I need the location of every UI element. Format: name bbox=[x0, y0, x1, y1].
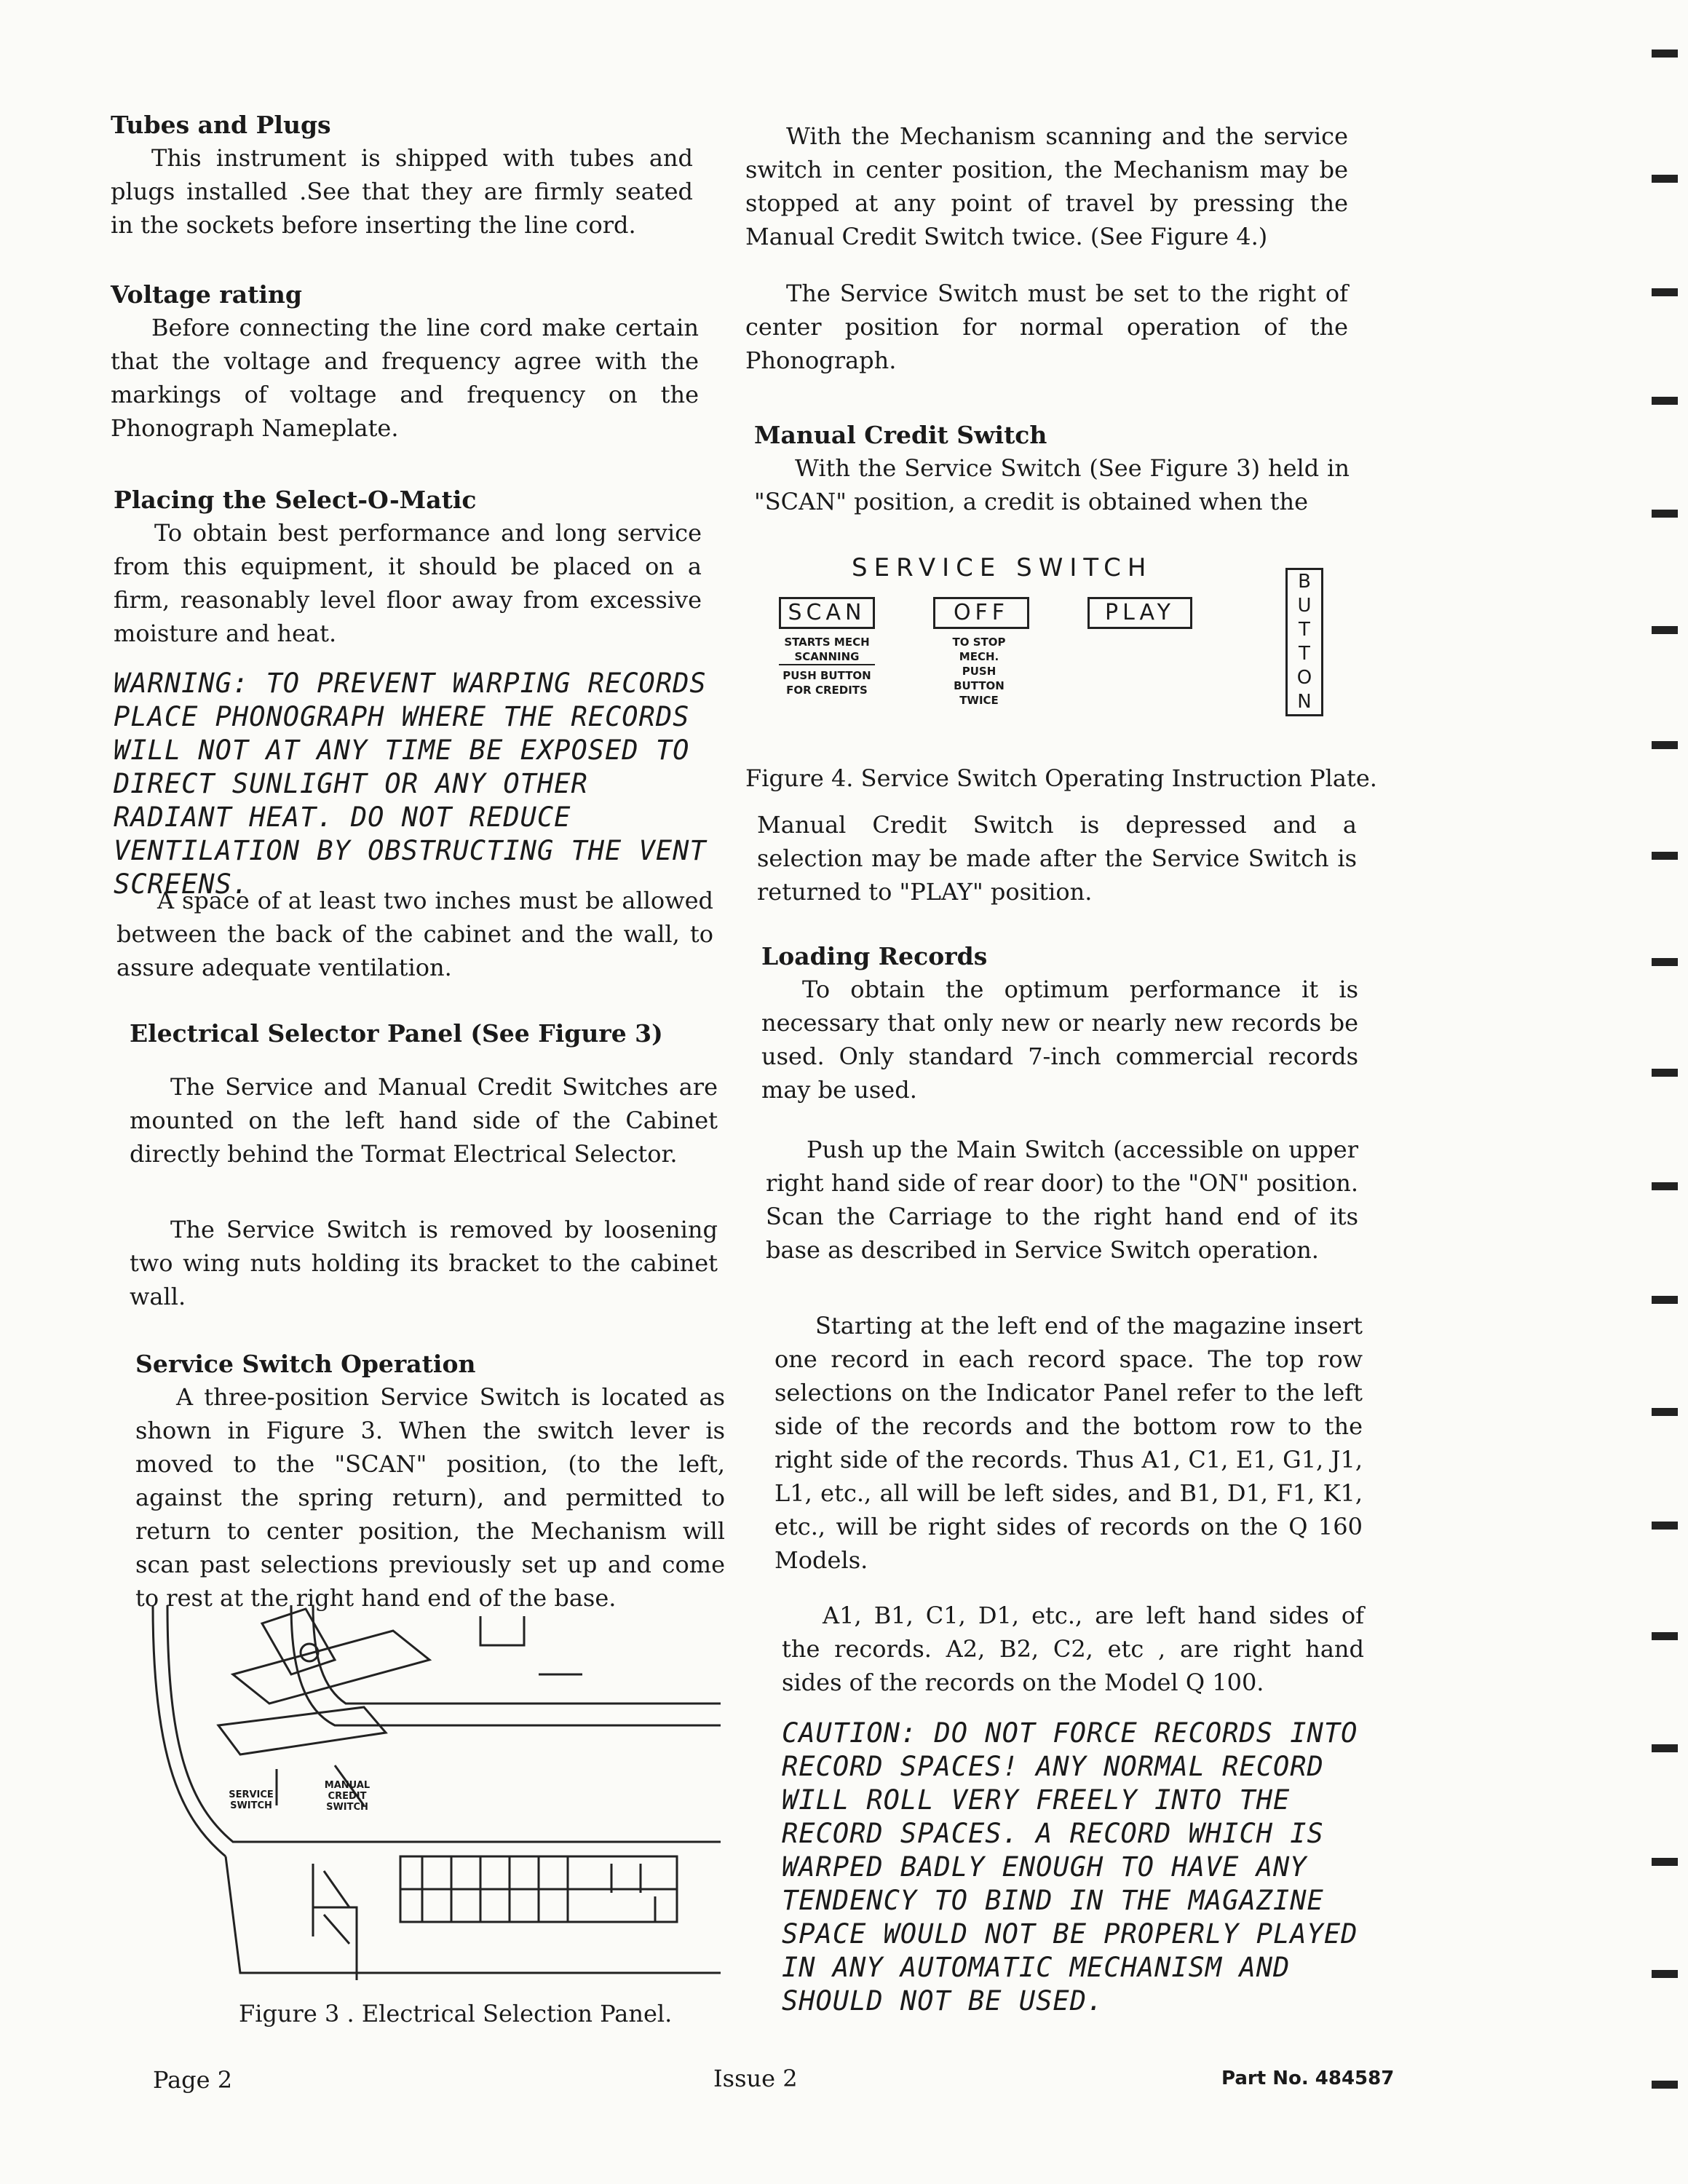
heading-service-operation: Service Switch Operation bbox=[135, 1350, 476, 1378]
label-manual-credit-switch: MANUAL CREDIT SWITCH bbox=[324, 1780, 371, 1813]
paragraph-stop: With the Mechanism scanning and the service switch in center position, the Mechanism may be stopped at any point of travel by pressing the Manual Credit Switch twice. (See Figure 4.) bbox=[745, 122, 1348, 250]
section-stop-mechanism bbox=[745, 119, 1348, 377]
button-letter: T bbox=[1299, 643, 1310, 665]
plate-play-label: PLAY bbox=[1087, 597, 1192, 629]
figure-4-plate bbox=[779, 553, 1347, 735]
section-starting bbox=[774, 1309, 1363, 1577]
heading-placing: Placing the Select-O-Matic bbox=[114, 486, 477, 514]
heading-tubes-and-plugs: Tubes and Plugs bbox=[111, 111, 331, 139]
edge-mark bbox=[1652, 741, 1678, 749]
heading-manual-credit: Manual Credit Switch bbox=[754, 421, 1047, 449]
edge-mark bbox=[1652, 1522, 1678, 1530]
heading-voltage-rating: Voltage rating bbox=[111, 280, 302, 309]
paragraph-sides: A1, B1, C1, D1, etc., are left hand sides of the records. A2, B2, C2, etc , are right hand sides of the records on the Model Q 100. bbox=[782, 1602, 1364, 1696]
section-loading-records bbox=[761, 941, 1358, 1107]
footer-page: Page 2 bbox=[153, 2066, 233, 2094]
plate-scan-note-2: PUSH BUTTON FOR CREDITS bbox=[782, 669, 871, 697]
edge-mark bbox=[1652, 1858, 1678, 1866]
figure-3 bbox=[146, 1602, 721, 1980]
edge-mark bbox=[1652, 510, 1678, 518]
edge-mark bbox=[1652, 1744, 1678, 1752]
footer-issue: Issue 2 bbox=[713, 2065, 798, 2092]
paragraph-service-operation: A three-position Service Switch is located as shown in Figure 3. When the switch lever is moved to the "SCAN" position, (to the left, against the spring return), and permitted to return to center position, the Mechanism will scan past selections previously set up and come to rest at the right hand end of the base. bbox=[135, 1383, 725, 1612]
edge-mark bbox=[1652, 1296, 1678, 1304]
button-letter: T bbox=[1299, 619, 1310, 641]
edge-mark bbox=[1652, 1970, 1678, 1978]
paragraph-placing: To obtain best performance and long service from this equipment, it should be placed on a firm, reasonably level floor away from excessive moisture and heat. bbox=[114, 519, 702, 647]
caution-text: CAUTION: DO NOT FORCE RECORDS INTO RECORD SPACES! ANY NORMAL RECORD WILL ROLL VERY FREELY INTO THE RECORD SPACES. A RECORD WHICH IS WARPED BADLY ENOUGH TO HAVE ANY TENDENCY TO BIND IN THE MAGAZINE SPACE WOULD NOT BE PROPERLY PLAYED IN ANY AUTOMATIC MECHANISM AND SHOULD NOT BE USED. bbox=[782, 1717, 1358, 2017]
edge-mark bbox=[1652, 1408, 1678, 1416]
plate-scan-note-1: STARTS MECH SCANNING bbox=[779, 635, 875, 665]
edge-mark bbox=[1652, 397, 1678, 405]
plate-title: SERVICE SWITCH bbox=[852, 553, 1153, 582]
edge-mark bbox=[1652, 1632, 1678, 1640]
section-sides bbox=[782, 1599, 1364, 1699]
paragraph-credit-continued: Manual Credit Switch is depressed and a selection may be made after the Service Switch is returned to "PLAY" position. bbox=[757, 811, 1357, 906]
caution-block bbox=[782, 1717, 1379, 2018]
edge-mark bbox=[1652, 288, 1678, 296]
button-letter: U bbox=[1297, 595, 1312, 617]
section-credit-continued bbox=[757, 808, 1357, 909]
label-service-switch: SERVICE SWITCH bbox=[229, 1789, 274, 1811]
paragraph-loading: To obtain the optimum performance it is necessary that only new or nearly new records be used. Only standard 7-inch commercial records may be used. bbox=[761, 976, 1358, 1104]
paragraph-manual-credit: With the Service Switch (See Figure 3) held in "SCAN" position, a credit is obtained when the bbox=[754, 454, 1350, 515]
edge-mark bbox=[1652, 1182, 1678, 1190]
section-tubes-and-plugs bbox=[111, 109, 693, 242]
edge-mark bbox=[1652, 2081, 1678, 2089]
plate-off-note: TO STOP MECH. PUSH BUTTON TWICE bbox=[952, 636, 1006, 707]
heading-electrical-panel: Electrical Selector Panel (See Figure 3) bbox=[130, 1019, 663, 1048]
button-letter: O bbox=[1296, 667, 1312, 689]
plate-off-label: OFF bbox=[933, 597, 1029, 629]
edge-mark bbox=[1652, 50, 1678, 58]
paragraph-voltage: Before connecting the line cord make certain that the voltage and frequency agree with the markings of voltage and frequency on the Phonograph Nameplate. bbox=[111, 314, 699, 442]
button-letter: B bbox=[1298, 571, 1311, 593]
edge-mark bbox=[1652, 958, 1678, 966]
heading-loading-records: Loading Records bbox=[761, 942, 988, 970]
warning-text: WARNING: TO PREVENT WARPING RECORDS PLACE PHONOGRAPH WHERE THE RECORDS WILL NOT AT ANY TIME BE EXPOSED TO DIRECT SUNLIGHT OR ANY OTHER RADIANT HEAT. DO NOT REDUCE VENTILATION BY OBSTRUCTING THE VENT SCREENS. bbox=[114, 668, 707, 900]
paragraph-starting: Starting at the left end of the magazine insert one record in each record space. The top row selections on the Indicator Panel refer to the left side of the records and the bottom row to the right side of the records. Thus A1, C1, E1, G1, J1, L1, etc., all will be left sides, and B1, D1, F1, K1, etc., will be right sides of records on the Q 160 Models. bbox=[774, 1312, 1363, 1574]
edge-mark bbox=[1652, 1069, 1678, 1077]
paragraph-space: A space of at least two inches must be allowed between the back of the cabinet and the wall, to assure adequate ventilation. bbox=[116, 887, 713, 981]
paragraph-panel-2: The Service Switch is removed by loosening two wing nuts holding its bracket to the cabinet wall. bbox=[130, 1216, 718, 1310]
section-space bbox=[116, 884, 713, 984]
figure-3-caption: Figure 3 . Electrical Selection Panel. bbox=[239, 2000, 673, 2027]
section-main-switch bbox=[766, 1133, 1358, 1267]
button-letter: N bbox=[1297, 691, 1312, 713]
paragraph-panel-1: The Service and Manual Credit Switches are mounted on the left hand side of the Cabinet directly behind the Tormat Electrical Selector. bbox=[130, 1073, 718, 1168]
section-voltage-rating bbox=[111, 279, 699, 445]
section-manual-credit bbox=[754, 419, 1350, 518]
edge-mark bbox=[1652, 626, 1678, 634]
paragraph-service-right: The Service Switch must be set to the right of center position for normal operation of the Phonograph. bbox=[745, 280, 1348, 374]
section-service-operation bbox=[135, 1348, 725, 1615]
paragraph-tubes: This instrument is shipped with tubes and plugs installed .See that they are firmly seated in the sockets before inserting the line cord. bbox=[111, 144, 693, 239]
plate-scan-label: SCAN bbox=[779, 597, 875, 629]
section-electrical-panel bbox=[130, 1018, 718, 1313]
plate-button-column bbox=[1285, 568, 1323, 716]
edge-mark bbox=[1652, 852, 1678, 860]
edge-mark bbox=[1652, 175, 1678, 183]
footer-part: Part No. 484587 bbox=[1221, 2068, 1395, 2089]
warning-block bbox=[114, 667, 718, 901]
section-placing bbox=[114, 484, 702, 650]
paragraph-main-switch: Push up the Main Switch (accessible on upper right hand side of rear door) to the "ON" position. Scan the Carriage to the right hand end of its base as described in Service Switch operation. bbox=[766, 1136, 1358, 1264]
figure-4-caption: Figure 4. Service Switch Operating Instruction Plate. bbox=[745, 764, 1377, 792]
